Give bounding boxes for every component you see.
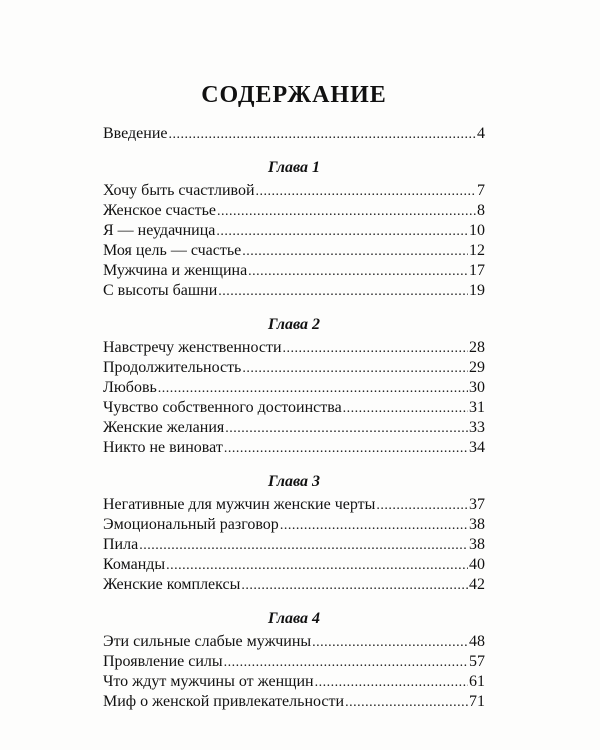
toc-entry-label: Я — неудачница [103, 222, 216, 239]
toc-entry-page: 38 [469, 516, 485, 533]
toc-entry-label: Женское счастье [103, 202, 216, 219]
chapter-heading: Глава 4 [267, 610, 321, 627]
toc-entry-label: Введение [103, 125, 168, 142]
toc-entry [103, 181, 485, 201]
toc-entry-page: 42 [469, 576, 485, 593]
dot-leader [217, 202, 476, 222]
table-of-contents [103, 80, 485, 726]
toc-entry-page: 57 [469, 653, 485, 670]
toc-entry-label: Команды [103, 556, 166, 573]
toc-entry-label: Любовь [103, 379, 157, 396]
toc-entry-page: 37 [469, 496, 485, 513]
toc-entry [103, 418, 485, 438]
toc-entry-label: Эмоциональный разговор [103, 516, 279, 533]
toc-entry [103, 261, 485, 281]
toc-entry-page: 12 [469, 242, 485, 259]
dot-leader [242, 242, 468, 262]
toc-entry [103, 438, 485, 458]
dot-leader [224, 439, 468, 459]
chapter-heading: Глава 2 [267, 316, 321, 333]
toc-entry-label: Пила [103, 536, 139, 553]
dot-leader [241, 576, 468, 596]
toc-entry-page: 4 [477, 125, 485, 142]
toc-entry-page: 33 [469, 419, 485, 436]
toc-entry [103, 555, 485, 575]
toc-entry-label: Навстречу женственности [103, 339, 282, 356]
dot-leader [225, 419, 468, 439]
toc-entry [103, 632, 485, 652]
dot-leader [256, 182, 476, 202]
page-title: СОДЕРЖАНИЕ [201, 82, 387, 108]
chapter-section [103, 315, 485, 458]
toc-entry-page: 30 [469, 379, 485, 396]
dot-leader [343, 399, 468, 419]
chapter-heading: Глава 3 [267, 473, 321, 490]
chapter-heading: Глава 1 [267, 159, 321, 176]
toc-entry [103, 672, 485, 692]
toc-entry [103, 281, 485, 301]
dot-leader [312, 633, 468, 653]
toc-entry [103, 221, 485, 241]
toc-entry-label: Мужчина и женщина [103, 262, 248, 279]
toc-entry-page: 29 [469, 359, 485, 376]
toc-entry-page: 48 [469, 633, 485, 650]
toc-entry-label: Продолжительность [103, 359, 242, 376]
dot-leader [345, 693, 468, 713]
toc-entry [103, 515, 485, 535]
toc-entry [103, 495, 485, 515]
dot-leader [280, 516, 468, 536]
dot-leader [139, 536, 468, 556]
toc-entry-page: 8 [477, 202, 485, 219]
toc-entry-page: 38 [469, 536, 485, 553]
toc-entry-page: 31 [469, 399, 485, 416]
toc-entry-page: 7 [477, 182, 485, 199]
chapter-section [103, 158, 485, 301]
chapter-section [103, 472, 485, 595]
toc-entry-label: Моя цель — счастье [103, 242, 242, 259]
toc-entry-label: Хочу быть счастливой [103, 182, 255, 199]
dot-leader [376, 496, 468, 516]
toc-entry-label: Никто не виноват [103, 439, 223, 456]
toc-entry-label: Что ждут мужчины от женщин [103, 673, 314, 690]
toc-entry-label: Женские комплексы [103, 576, 241, 593]
toc-entry [103, 378, 485, 398]
toc-entry-intro [103, 124, 485, 144]
toc-entry [103, 575, 485, 595]
toc-entry-page: 71 [469, 693, 485, 710]
toc-entry-page: 19 [469, 282, 485, 299]
toc-entry-label: С высоты башни [103, 282, 218, 299]
dot-leader [315, 673, 468, 693]
toc-entry [103, 398, 485, 418]
toc-entry-label: Эти сильные слабые мужчины [103, 633, 312, 650]
toc-entry-page: 10 [469, 222, 485, 239]
chapter-section [103, 609, 485, 712]
toc-entry [103, 358, 485, 378]
toc-entry-page: 61 [469, 673, 485, 690]
dot-leader [224, 653, 468, 673]
toc-entry [103, 535, 485, 555]
dot-leader [166, 556, 468, 576]
toc-entry-page: 40 [469, 556, 485, 573]
toc-entry-label: Проявление силы [103, 653, 223, 670]
toc-entry [103, 652, 485, 672]
dot-leader [216, 222, 468, 242]
toc-entry [103, 201, 485, 221]
toc-entry-label: Женские желания [103, 419, 225, 436]
toc-entry-page: 34 [469, 439, 485, 456]
dot-leader [242, 359, 468, 379]
toc-entry-label: Миф о женской привлекательности [103, 693, 345, 710]
toc-entry [103, 241, 485, 261]
dot-leader [218, 282, 468, 302]
toc-entry-label: Чувство собственного достоинства [103, 399, 342, 416]
toc-entry-page: 17 [469, 262, 485, 279]
toc-entry [103, 692, 485, 712]
toc-entry [103, 338, 485, 358]
dot-leader [169, 125, 477, 145]
dot-leader [283, 339, 469, 359]
dot-leader [248, 262, 468, 282]
toc-entry-page: 28 [469, 339, 485, 356]
toc-entry-label: Негативные для мужчин женские черты [103, 496, 376, 513]
dot-leader [158, 379, 468, 399]
